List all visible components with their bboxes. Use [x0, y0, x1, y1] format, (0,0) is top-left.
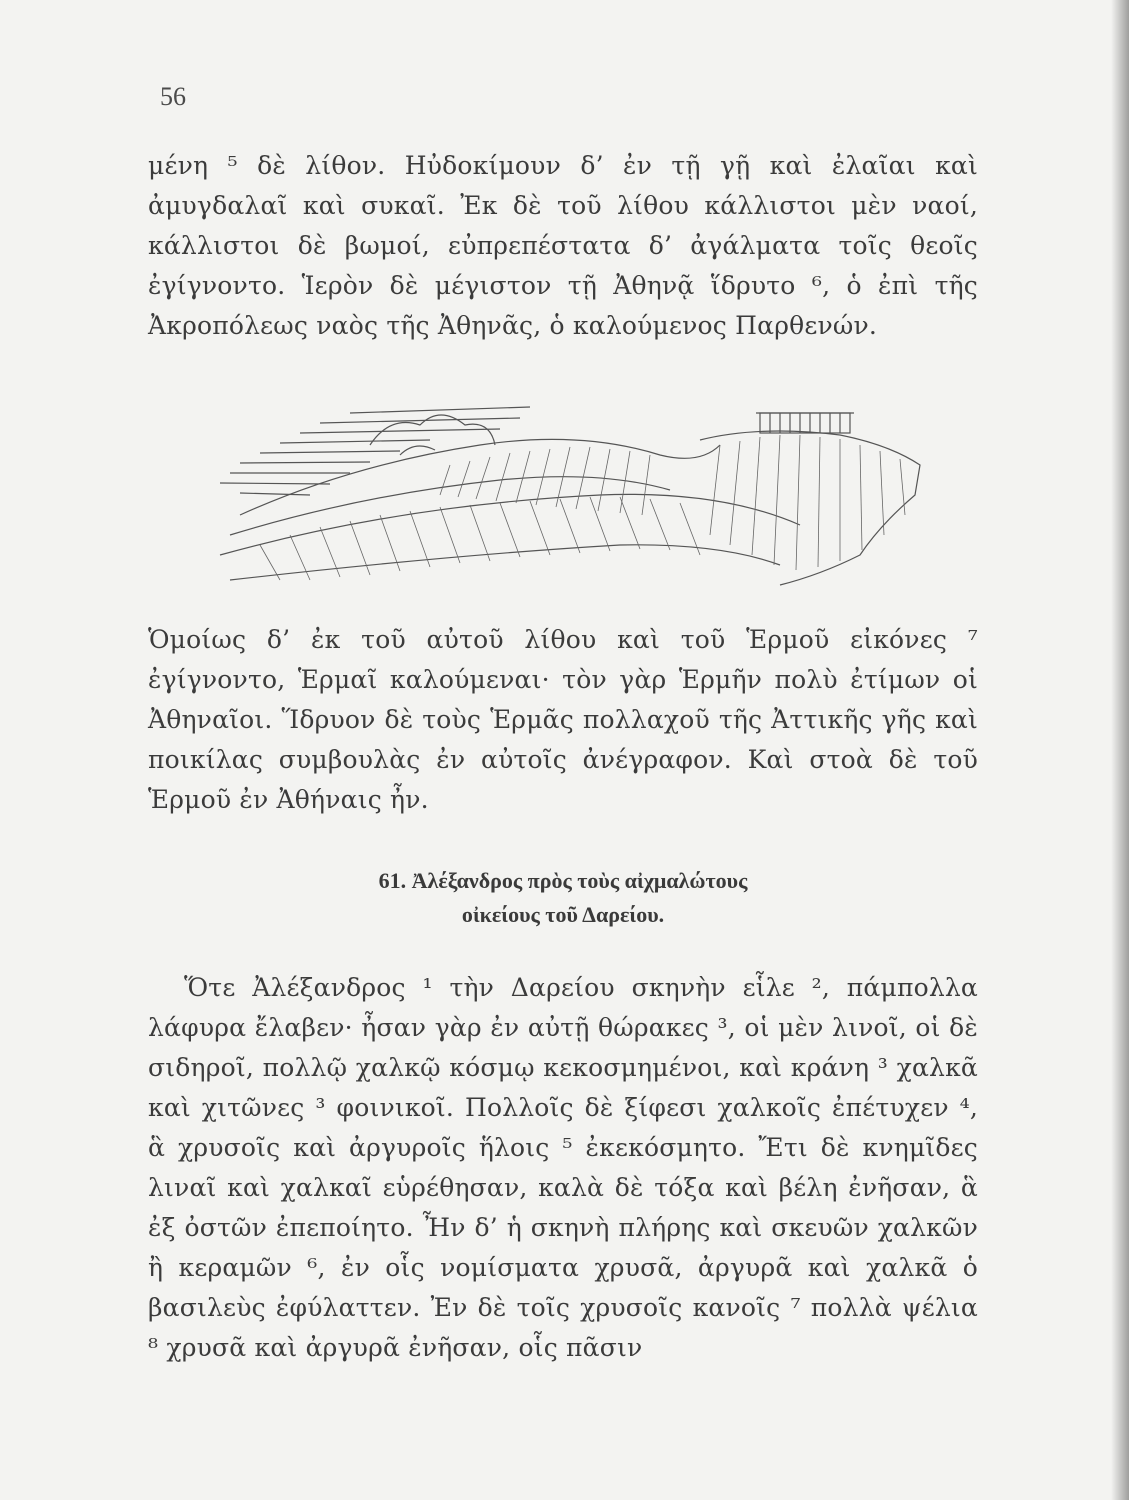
section-heading: [148, 864, 978, 932]
paragraph-hermes: [148, 620, 978, 820]
paragraph-parthenon: [148, 146, 978, 346]
section-title-line-2: οἰκείους τοῦ Δαρείου.: [461, 902, 665, 927]
paragraph-text: Ὁμοίως δ’ ἐκ τοῦ αὐτοῦ λίθου καὶ τοῦ Ἑρμοῦ εἰκόνες ⁷ ἐγίγνοντο, Ἑρμαῖ καλούμεναι· τὸν γὰρ Ἑρμῆν πολὺ ἐτίμων οἱ Ἀθηναῖοι. Ἵδρυον δὲ τοὺς Ἑρμᾶς πολλαχοῦ τῆς Ἀττικῆς γῆς καὶ ποικίλας συμβουλὰς ἐν αὐτοῖς ἀνέγραφον. Καὶ στοὰ δὲ τοῦ Ἑρμοῦ ἐν Ἀθήναις ἦν.: [148, 625, 978, 814]
paragraph-text: μένη ⁵ δὲ λίθον. Ηὐδοκίμουν δ’ ἐν τῇ γῇ καὶ ἐλαῖαι καὶ ἀμυγδαλαῖ καὶ συκαῖ. Ἐκ δὲ τοῦ λίθου κάλλιστοι μὲν ναοί, κάλλιστοι δὲ βωμοί, εὐπρεπέστατα δ’ ἀγάλματα τοῖς θεοῖς ἐγίγνοντο. Ἱερὸν δὲ μέγιστον τῇ Ἀθηνᾷ ἵδρυτο ⁶, ὁ ἐπὶ τῆς Ἀκροπόλεως ναὸς τῆς Ἀθηνᾶς, ὁ καλούμενος Παρθενών.: [148, 151, 978, 340]
page-edge-shadow: [1111, 0, 1129, 1500]
acropolis-illustration: [200, 385, 930, 600]
paragraph-text: Ὅτε Ἀλέξανδρος ¹ τὴν Δαρείου σκηνὴν εἷλε ², πάμπολλα λάφυρα ἔλαβεν· ἦσαν γὰρ ἐν αὐτῇ θώρακες ³, οἱ μὲν λινοῖ, οἱ δὲ σιδηροῖ, πολλῷ χαλκῷ κόσμῳ κεκοσμημένοι, καὶ κράνη ³ χαλκᾶ καὶ χιτῶνες ³ φοινικοῖ. Πολλοῖς δὲ ξίφεσι χαλκοῖς ἐπέτυχεν ⁴, ἃ χρυσοῖς καὶ ἀργυροῖς ἥλοις ⁵ ἐκεκόσμητο. Ἔτι δὲ κνημῖδες λιναῖ καὶ χαλκαῖ εὑρέθησαν, καλὰ δὲ τόξα καὶ βέλη ἐνῆσαν, ἃ ἐξ ὀστῶν ἐπεποίητο. Ἦν δ’ ἡ σκηνὴ πλήρης καὶ σκευῶν χαλκῶν ἢ κεραμῶν ⁶, ἐν οἷς νομίσματα χρυσᾶ, ἀργυρᾶ καὶ χαλκᾶ ὁ βασιλεὺς ἐφύλαττεν. Ἐν δὲ τοῖς χρυσοῖς κανοῖς ⁷ πολλὰ ψέλια ⁸ χρυσᾶ καὶ ἀργυρᾶ ἐνῆσαν, οἷς πᾶσιν: [148, 973, 978, 1362]
section-title-line-1: 61. Ἀλέξανδρος πρὸς τοὺς αἰχμαλώτους: [378, 868, 748, 893]
paragraph-alexander: [148, 968, 978, 1368]
page-number: 56: [160, 82, 186, 111]
